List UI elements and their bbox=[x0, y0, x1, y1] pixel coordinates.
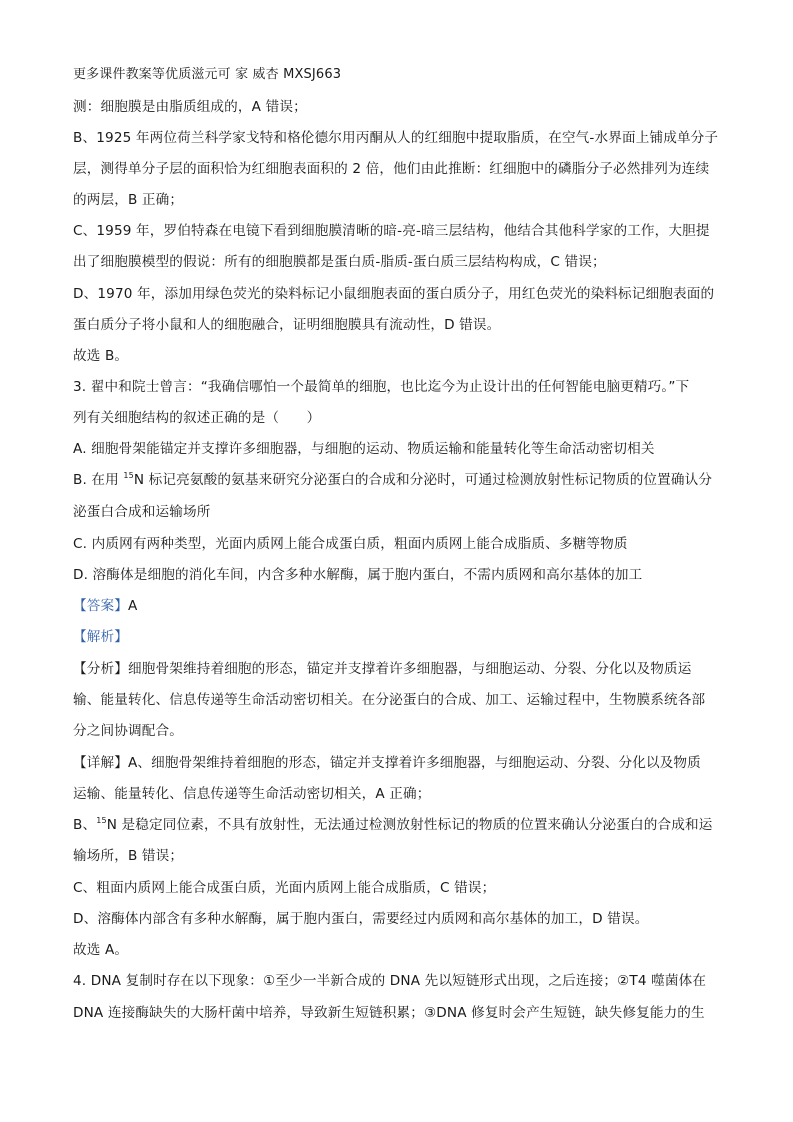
text-line: C、1959 年，罗伯特森在电镜下看到细胞膜清晰的暗-亮-暗三层结构，他结合其他科学家的工作，大胆提 bbox=[73, 223, 710, 239]
answer-line bbox=[73, 597, 137, 615]
detail-b bbox=[73, 816, 713, 834]
detail-b-text: N 是稳定同位素，不具有放射性，无法通过检测放射性标记的物质的位置来确认分泌蛋白的合成和运 bbox=[106, 817, 713, 833]
text-line: 层，测得单分子层的面积恰为红细胞表面积的 2 倍，他们由此推断：红细胞中的磷脂分子必然排列为连续 bbox=[73, 161, 710, 177]
isotope-superscript: 15 bbox=[123, 471, 134, 480]
detail-line: 输场所，B 错误； bbox=[73, 848, 184, 864]
text-line: 测：细胞膜是由脂质组成的，A 错误； bbox=[73, 99, 307, 115]
option-b-prefix: B. 在用 bbox=[73, 472, 124, 488]
option-c: C. 内质网有两种类型，光面内质网上能合成蛋白质，粗面内质网上能合成脂质、多糖等物质 bbox=[73, 536, 628, 552]
text-line: 出了细胞膜模型的假说：所有的细胞膜都是蛋白质-脂质-蛋白质三层结构构成，C 错误； bbox=[73, 254, 606, 270]
text-line: 故选 B。 bbox=[73, 348, 129, 364]
detail-b-prefix: B、 bbox=[73, 817, 97, 833]
question-3-stem: 列有关细胞结构的叙述正确的是（ ） bbox=[73, 410, 321, 426]
answer-value: A bbox=[127, 598, 138, 614]
jiexi-label: 【解析】 bbox=[73, 629, 128, 645]
detail-line: 运输、能量转化、信息传递等生命活动密切相关，A 正确； bbox=[73, 786, 431, 802]
question-4-stem: 4. DNA 复制时存在以下现象：①至少一半新合成的 DNA 先以短链形式出现，之后连接；②T4 噬菌体在 bbox=[73, 973, 707, 989]
analysis-line bbox=[73, 660, 691, 678]
answer-label: 【答案】 bbox=[73, 598, 128, 614]
option-a: A. 细胞骨架能锚定并支撑许多细胞器，与细胞的运动、物质运输和能量转化等生命活动密切相关 bbox=[73, 441, 655, 457]
analysis-label: 【分析】 bbox=[73, 661, 128, 677]
conclusion-line: 故选 A。 bbox=[73, 942, 129, 958]
header-text: 更多课件教案等优质滋元可 家 威杏 MXSJ663 bbox=[73, 67, 342, 82]
text-line: 蛋白质分子将小鼠和人的细胞融合，证明细胞膜具有流动性，D 错误。 bbox=[73, 317, 501, 333]
analysis-text: 细胞骨架维持着细胞的形态，锚定并支撑着许多细胞器，与细胞运动、分裂、分化以及物质运 bbox=[127, 661, 692, 677]
question-3-stem: 3. 翟中和院士曾言：“我确信哪怕一个最简单的细胞，也比迄今为止设计出的任何智能电脑更精巧。”下 bbox=[73, 379, 690, 395]
isotope-superscript: 15 bbox=[96, 816, 107, 825]
option-b bbox=[73, 471, 712, 489]
jiexi-line bbox=[73, 628, 128, 646]
text-line: B、1925 年两位荷兰科学家戈特和格伦德尔用丙酮从人的红细胞中提取脂质，在空气-水界面上铺成单分子 bbox=[73, 130, 719, 146]
option-d: D. 溶酶体是细胞的消化车间，内含多种水解酶，属于胞内蛋白，不需内质网和高尔基体的加工 bbox=[73, 567, 643, 583]
option-b-text: N 标记亮氨酸的氨基来研究分泌蛋白的合成和分泌时，可通过检测放射性标记物质的位置确认分 bbox=[133, 472, 713, 488]
detail-line: C、粗面内质网上能合成蛋白质，光面内质网上能合成脂质，C 错误； bbox=[73, 880, 496, 896]
detail-line bbox=[73, 754, 701, 772]
analysis-line: 分之间协调配合。 bbox=[73, 723, 183, 739]
question-4-stem: DNA 连接酶缺失的大肠杆菌中培养，导致新生短链积累；③DNA 修复时会产生短链，缺失修复能力的生 bbox=[73, 1005, 705, 1021]
detail-line: D、溶酶体内部含有多种水解酶，属于胞内蛋白，需要经过内质网和高尔基体的加工，D 错误。 bbox=[73, 911, 649, 927]
option-b-continued: 泌蛋白合成和运输场所 bbox=[73, 504, 211, 520]
text-line: D、1970 年，添加用绿色荧光的染料标记小鼠细胞表面的蛋白质分子，用红色荧光的染料标记细胞表面的 bbox=[73, 286, 715, 302]
analysis-line: 输、能量转化、信息传递等生命活动密切相关。在分泌蛋白的合成、加工、运输过程中，生物膜系统各部 bbox=[73, 692, 706, 708]
detail-label: 【详解】 bbox=[73, 755, 128, 771]
text-line: 的两层，B 正确； bbox=[73, 192, 184, 208]
detail-text: A、细胞骨架维持着细胞的形态，锚定并支撑着许多细胞器，与细胞运动、分裂、分化以及物质 bbox=[127, 755, 701, 771]
